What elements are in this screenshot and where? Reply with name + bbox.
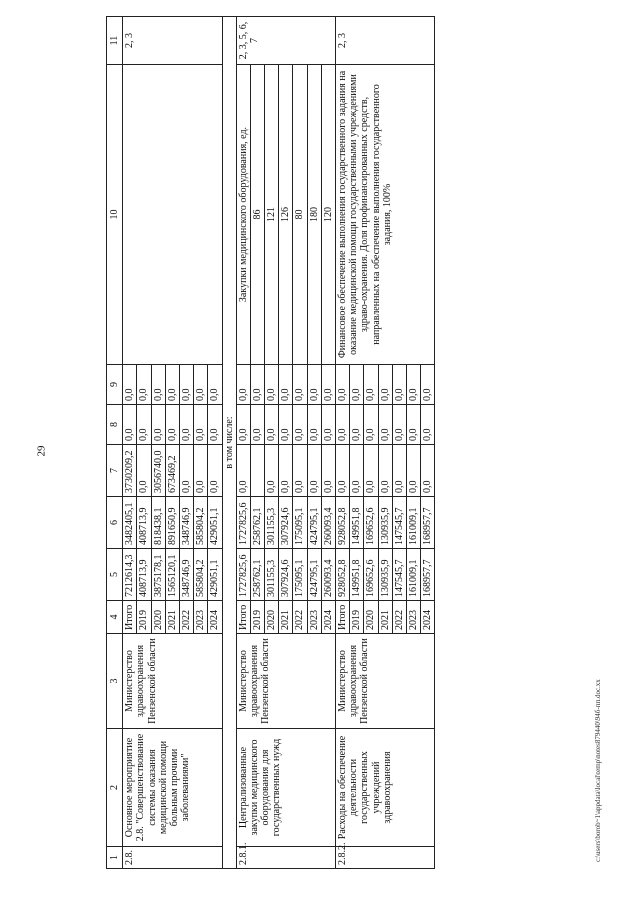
table-cell: 818438,1 (151, 497, 165, 549)
table-cell: 1727825,6 (236, 549, 250, 601)
table-cell: 2, 3 (336, 17, 435, 65)
table-cell: 424795,1 (307, 549, 321, 601)
table-cell: 0,0 (151, 405, 165, 445)
table-cell: 121 (265, 65, 279, 365)
column-header: 3 (107, 634, 123, 729)
table-cell: 0,0 (194, 365, 208, 405)
table-cell: Итого (336, 601, 350, 634)
table-cell: 2023 (194, 601, 208, 634)
table-cell: 0,0 (123, 405, 137, 445)
table-cell: в том числе: (222, 17, 236, 869)
table-cell: 0,0 (364, 405, 378, 445)
program-table (106, 16, 435, 869)
column-header: 7 (107, 445, 123, 497)
table-cell: 2024 (421, 601, 435, 634)
table-cell: 3875178,1 (151, 549, 165, 601)
table-cell: 260093,4 (321, 497, 335, 549)
table-cell: 928052,8 (336, 549, 350, 601)
table-cell: 0,0 (378, 445, 392, 497)
table-cell: 0,0 (307, 405, 321, 445)
table-cell: 2024 (208, 601, 222, 634)
table-cell: 180 (307, 65, 321, 365)
column-header: 4 (107, 601, 123, 634)
table-cell: 0,0 (421, 365, 435, 405)
table-cell: 0,0 (279, 445, 293, 497)
table-cell: 0,0 (378, 365, 392, 405)
column-header: 1 (107, 847, 123, 869)
table-cell: Итого (123, 601, 137, 634)
table-cell: 0,0 (250, 365, 264, 405)
table-row (336, 17, 350, 869)
table-cell: 429051,1 (208, 497, 222, 549)
table-cell: 0,0 (194, 405, 208, 445)
table-cell: Закупки медицинского оборудования, ед. (236, 65, 250, 365)
column-header: 11 (107, 17, 123, 65)
footer-path: c:\users\borob~1\appdata\local\temp\notes879440\94б-пп.doc.хх (594, 679, 602, 862)
table-cell: 891650,9 (165, 497, 179, 549)
table-cell: 0,0 (421, 445, 435, 497)
table-cell: 3730209,2 (123, 445, 137, 497)
table-cell: 307924,6 (279, 497, 293, 549)
table-cell: 2019 (137, 601, 151, 634)
table-cell: 0,0 (406, 445, 420, 497)
table-cell: 0,0 (378, 405, 392, 445)
table-cell: 126 (279, 65, 293, 365)
table-cell: 130935,9 (378, 497, 392, 549)
table-cell: 0,0 (123, 365, 137, 405)
table-cell: 0,0 (392, 365, 406, 405)
table-cell: 0,0 (307, 445, 321, 497)
table-cell: 0,0 (194, 445, 208, 497)
table-cell: Итого (236, 601, 250, 634)
table-cell: 408713,9 (137, 549, 151, 601)
table-cell: 2, 3 (123, 17, 222, 65)
table-cell: 301155,3 (265, 549, 279, 601)
page-number: 29 (35, 445, 48, 457)
column-header: 10 (107, 65, 123, 365)
table-cell: 0,0 (179, 365, 193, 405)
table-cell: 0,0 (307, 365, 321, 405)
table-cell: 260093,4 (321, 549, 335, 601)
rotated-table-wrapper (106, 17, 586, 869)
table-cell: 0,0 (208, 445, 222, 497)
table-cell: 86 (250, 65, 264, 365)
table-cell: 0,0 (265, 405, 279, 445)
table-cell: 0,0 (336, 405, 350, 445)
table-cell: 149951,8 (350, 549, 364, 601)
table-cell: 0,0 (421, 405, 435, 445)
table-cell: 2.8.2. (336, 847, 435, 869)
table-cell: 147545,7 (392, 497, 406, 549)
table-cell: 424795,1 (307, 497, 321, 549)
table-cell: 0,0 (364, 365, 378, 405)
table-cell: 0,0 (392, 405, 406, 445)
table-cell: 2024 (321, 601, 335, 634)
table-cell: 2022 (392, 601, 406, 634)
table-cell: 0,0 (208, 365, 222, 405)
table-cell (250, 445, 264, 497)
table-cell: 0,0 (293, 405, 307, 445)
table-cell: 0,0 (236, 405, 250, 445)
table-cell: 0,0 (137, 445, 151, 497)
table-cell: 0,0 (321, 365, 335, 405)
table-cell: 429051,1 (208, 549, 222, 601)
table-cell: 80 (293, 65, 307, 365)
table-row (123, 17, 137, 869)
table-cell: 0,0 (179, 445, 193, 497)
table-cell: 307924,6 (279, 549, 293, 601)
table-cell: 2023 (307, 601, 321, 634)
table-cell: 0,0 (236, 445, 250, 497)
table-cell: 169652,6 (364, 549, 378, 601)
table-cell: Министерство здравоохранения Пензенской области (236, 634, 335, 729)
table-cell: 149951,8 (350, 497, 364, 549)
table-cell: 1727825,6 (236, 497, 250, 549)
table-cell: 7212614,3 (123, 549, 137, 601)
table-cell: 130935,9 (378, 549, 392, 601)
table-cell: 0,0 (336, 445, 350, 497)
table-cell: 0,0 (364, 445, 378, 497)
table-row (236, 17, 250, 869)
table-cell: 0,0 (179, 405, 193, 445)
table-cell: 0,0 (293, 445, 307, 497)
table-cell: 585804,2 (194, 497, 208, 549)
column-header: 6 (107, 497, 123, 549)
table-cell: 258762,1 (250, 549, 264, 601)
column-header: 2 (107, 729, 123, 847)
table-cell: 2021 (165, 601, 179, 634)
table-cell: 0,0 (165, 405, 179, 445)
table-cell: 2020 (265, 601, 279, 634)
table-cell: 0,0 (137, 405, 151, 445)
table-cell: Министерство здравоохранения Пензенской области (336, 634, 435, 729)
table-cell: 168957,7 (421, 497, 435, 549)
table-cell: 0,0 (392, 445, 406, 497)
table-cell: 2022 (179, 601, 193, 634)
table-cell: 928052,8 (336, 497, 350, 549)
table-cell: 0,0 (279, 405, 293, 445)
table-cell: 2020 (151, 601, 165, 634)
table-cell: 3056740,0 (151, 445, 165, 497)
column-header: 9 (107, 365, 123, 405)
table-cell: 0,0 (406, 405, 420, 445)
table-cell: Расходы на обеспечение деятельности государственных учреждений здравоохранения (336, 729, 435, 847)
table-cell: 0,0 (350, 405, 364, 445)
table-cell: 161009,1 (406, 497, 420, 549)
table-cell: 301155,3 (265, 497, 279, 549)
table-cell: Централизованные закупки медицинского оборудования для государственных нужд (236, 729, 335, 847)
table-cell: 2021 (279, 601, 293, 634)
table-cell: 2022 (293, 601, 307, 634)
table-cell: 258762,1 (250, 497, 264, 549)
table-cell: 673469,2 (165, 445, 179, 497)
table-cell: 0,0 (293, 365, 307, 405)
table-cell: 0,0 (321, 405, 335, 445)
table-cell: 3482405,1 (123, 497, 137, 549)
table-cell: 2.8.1. (236, 847, 335, 869)
table-cell (123, 65, 222, 365)
table-cell: 2019 (350, 601, 364, 634)
table-cell: Основное мероприятие 2.8. "Совершенствование системы оказания медицинской помощи больным прочими заболеваниями" (123, 729, 222, 847)
table-cell: 2020 (364, 601, 378, 634)
table-cell: 168957,7 (421, 549, 435, 601)
header-row (107, 17, 123, 869)
column-header: 5 (107, 549, 123, 601)
table-cell: 0,0 (265, 445, 279, 497)
table-cell: 0,0 (151, 365, 165, 405)
table-cell: 0,0 (350, 365, 364, 405)
table-cell: 0,0 (265, 365, 279, 405)
table-cell: 175095,1 (293, 549, 307, 601)
table-cell: 408713,9 (137, 497, 151, 549)
table-cell: 2019 (250, 601, 264, 634)
table-cell: 0,0 (250, 405, 264, 445)
table-cell: 0,0 (406, 365, 420, 405)
table-cell: 0,0 (208, 405, 222, 445)
table-cell: 2023 (406, 601, 420, 634)
table-cell: Финансовое обеспечение выполнения государственного задания на оказание медицинской помощи государственными учреждениями здраво-охранения. Доля профинансированных средств, направленных на обеспечение выполнения государственного задания, 100% (336, 65, 435, 365)
table-cell: 2, 3, 5, 6, 7 (236, 17, 335, 65)
table-cell: 0,0 (350, 445, 364, 497)
table-cell: 0,0 (321, 445, 335, 497)
table-cell: 348746,9 (179, 497, 193, 549)
table-cell: 0,0 (279, 365, 293, 405)
table-cell: 161009,1 (406, 549, 420, 601)
table-cell: Министерство здравоохранения Пензенской области (123, 634, 222, 729)
subheader-row (222, 17, 236, 869)
table-cell: 1565120,1 (165, 549, 179, 601)
table-cell: 2021 (378, 601, 392, 634)
table-cell: 0,0 (336, 365, 350, 405)
table-cell: 348746,9 (179, 549, 193, 601)
table-cell: 2.8. (123, 847, 222, 869)
table-cell: 120 (321, 65, 335, 365)
table-cell: 0,0 (236, 365, 250, 405)
table-cell: 0,0 (165, 365, 179, 405)
table-cell: 585804,2 (194, 549, 208, 601)
table-cell: 147545,7 (392, 549, 406, 601)
table-cell: 0,0 (137, 365, 151, 405)
column-header: 8 (107, 405, 123, 445)
table-cell: 175095,1 (293, 497, 307, 549)
table-cell: 169652,6 (364, 497, 378, 549)
